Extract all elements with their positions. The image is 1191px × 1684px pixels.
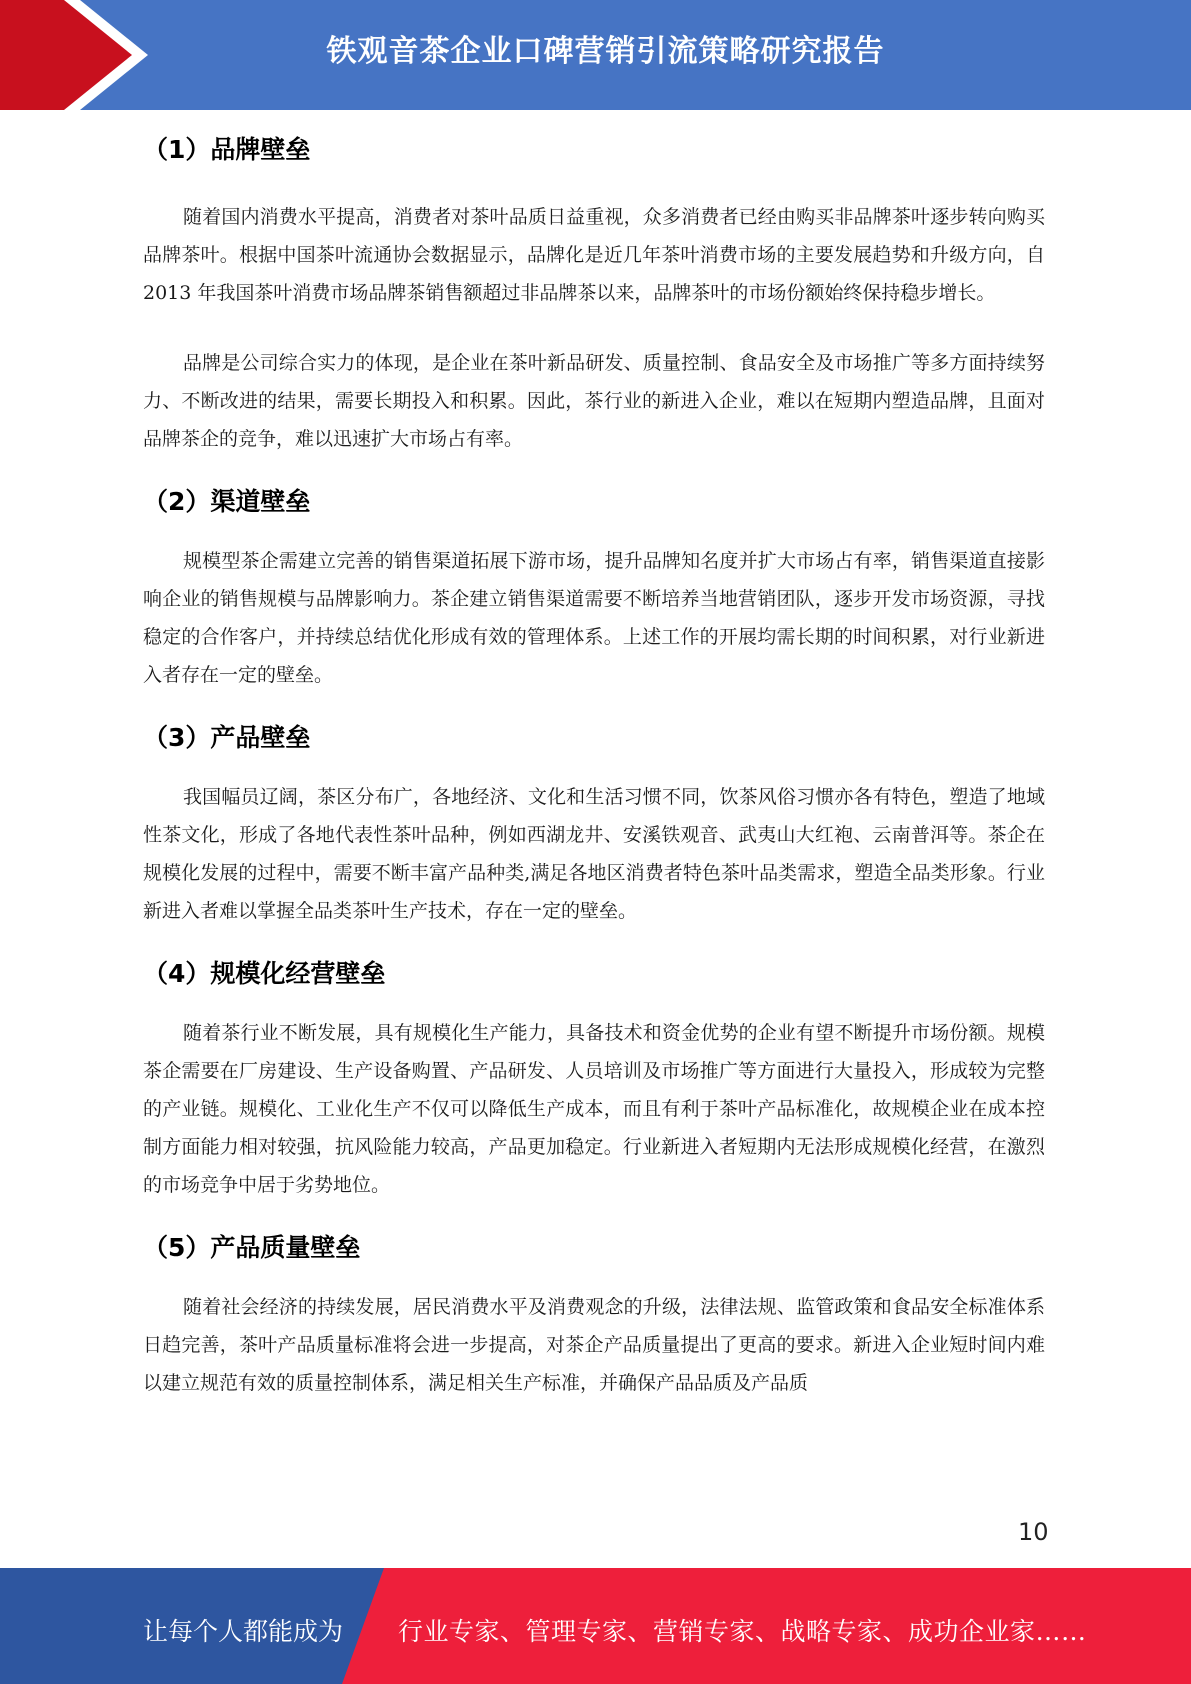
paragraph: 随着社会经济的持续发展，居民消费水平及消费观念的升级，法律法规、监管政策和食品安全标准体系日趋完善，茶叶产品质量标准将会进一步提高，对茶企产品质量提出了更高的要求。新进入企业短时间内难以建立规范有效的质量控制体系，满足相关生产标准，并确保产品品质及产品质 [143, 1296, 1045, 1394]
section-heading-brand: （1）品牌壁垒 [143, 135, 311, 164]
footer-slogan-right: 行业专家、管理专家、营销专家、战略专家、成功企业家…… [398, 1617, 1087, 1646]
page-header [0, 0, 1191, 110]
section-heading-channel: （2）渠道壁垒 [143, 487, 311, 516]
paragraph: 规模型茶企需建立完善的销售渠道拓展下游市场，提升品牌知名度并扩大市场占有率，销售渠道直接影响企业的销售规模与品牌影响力。茶企建立销售渠道需要不断培养当地营销团队，逐步开发市场资源，寻找稳定的合作客户，并持续总结优化形成有效的管理体系。上述工作的开展均需长期的时间积累，对行业新进入者存在一定的壁垒。 [143, 550, 1045, 686]
page-footer [0, 1568, 1191, 1684]
paragraph: 我国幅员辽阔，茶区分布广，各地经济、文化和生活习惯不同，饮茶风俗习惯亦各有特色，塑造了地域性茶文化，形成了各地代表性茶叶品种，例如西湖龙井、安溪铁观音、武夷山大红袍、云南普洱等。茶企在规模化发展的过程中，需要不断丰富产品种类,满足各地区消费者特色茶叶品类需求，塑造全品类形象。行业新进入者难以掌握全品类茶叶生产技术，存在一定的壁垒。 [143, 786, 1045, 922]
footer-slogan-left: 让每个人都能成为 [143, 1617, 344, 1646]
page-number: 10 [1018, 1518, 1049, 1546]
report-title: 铁观音茶企业口碑营销引流策略研究报告 [326, 34, 885, 69]
paragraph: 随着茶行业不断发展，具有规模化生产能力，具备技术和资金优势的企业有望不断提升市场份额。规模茶企需要在厂房建设、生产设备购置、产品研发、人员培训及市场推广等方面进行大量投入，形成较为完整的产业链。规模化、工业化生产不仅可以降低生产成本，而且有利于茶叶产品标准化，故规模企业在成本控制方面能力相对较强，抗风险能力较高，产品更加稳定。行业新进入者短期内无法形成规模化经营，在激烈的市场竞争中居于劣势地位。 [143, 1022, 1045, 1196]
paragraph: 品牌是公司综合实力的体现，是企业在茶叶新品研发、质量控制、食品安全及市场推广等多方面持续努力、不断改进的结果，需要长期投入和积累。因此，茶行业的新进入企业，难以在短期内塑造品牌，且面对品牌茶企的竞争，难以迅速扩大市场占有率。 [143, 352, 1045, 450]
section-heading-product: （3）产品壁垒 [143, 723, 311, 752]
section-heading-quality: （5）产品质量壁垒 [143, 1233, 361, 1262]
main-content [143, 130, 1045, 1402]
section-heading-scale: （4）规模化经营壁垒 [143, 959, 386, 988]
paragraph: 随着国内消费水平提高，消费者对茶叶品质日益重视，众多消费者已经由购买非品牌茶叶逐步转向购买品牌茶叶。根据中国茶叶流通协会数据显示，品牌化是近几年茶叶消费市场的主要发展趋势和升级方向，自 2013 年我国茶叶消费市场品牌茶销售额超过非品牌茶以来，品牌茶叶的市场份额始终保持稳步增长。 [143, 206, 1045, 304]
